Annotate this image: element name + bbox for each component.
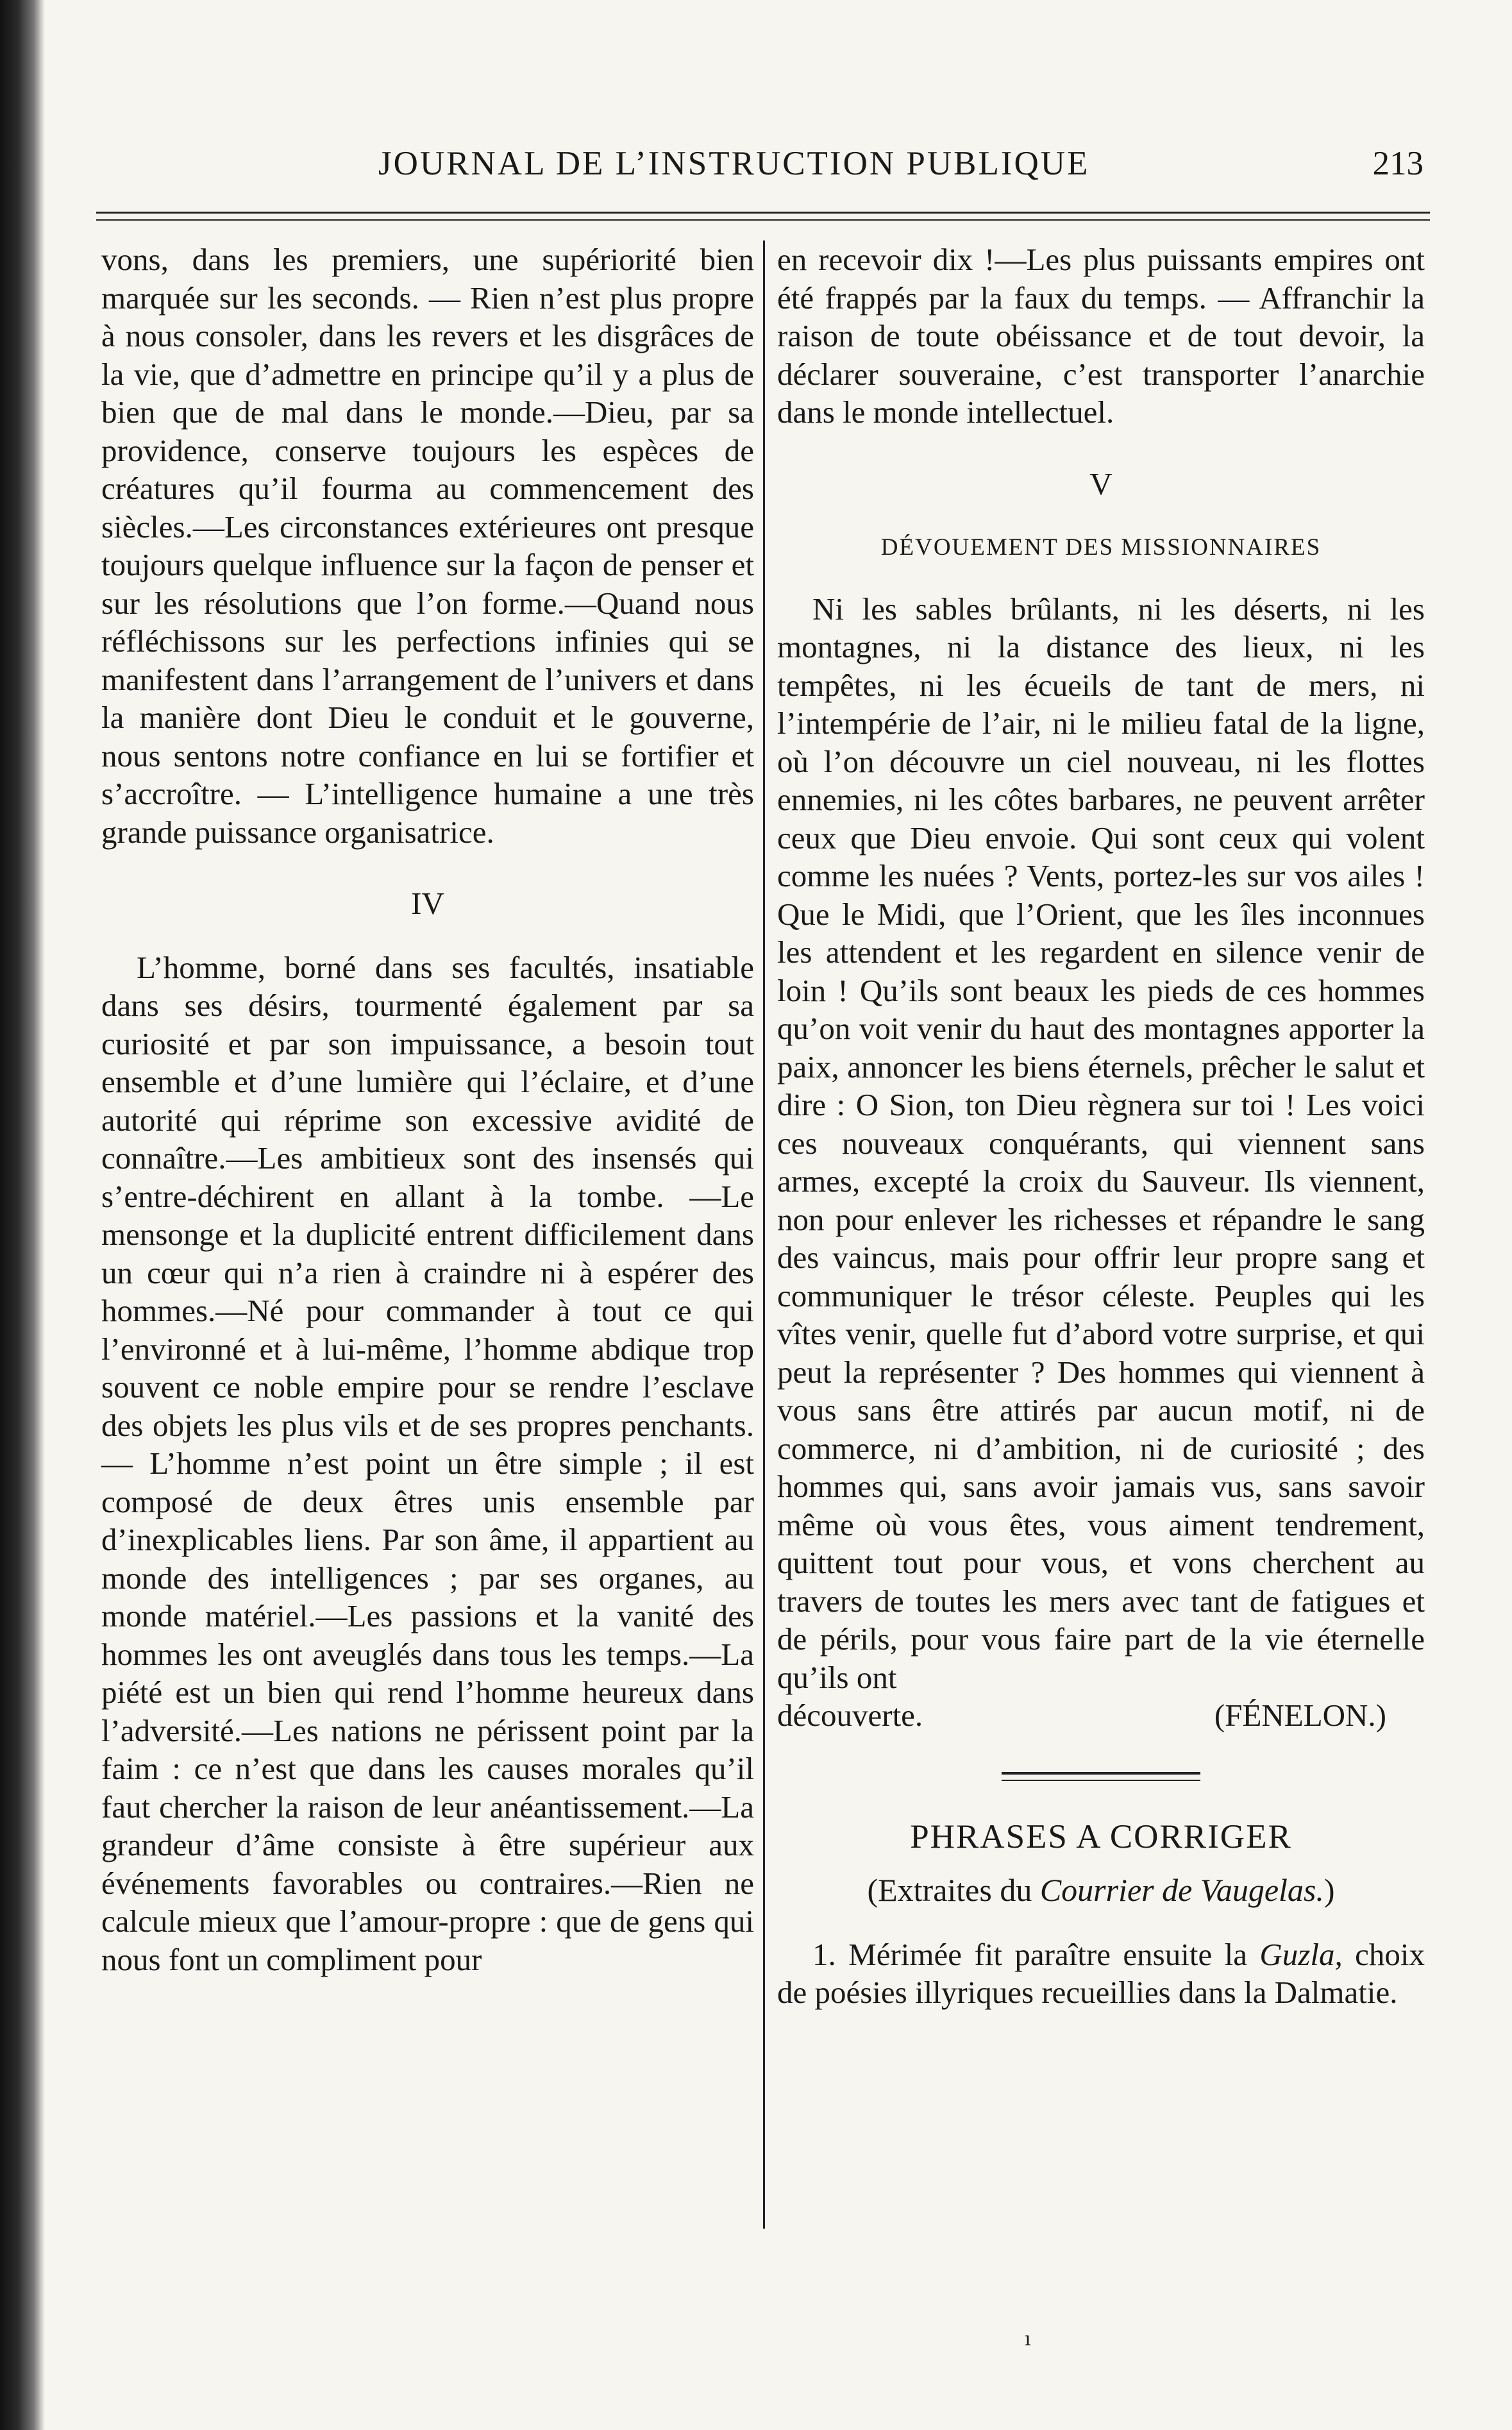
item-1-number: 1. xyxy=(812,1936,836,1972)
item-1 xyxy=(777,1936,1425,2012)
book-binding-edge xyxy=(0,0,45,2430)
header-rule-thin xyxy=(96,219,1430,221)
subtitle-italic: Courrier de Vaugelas. xyxy=(1039,1872,1324,1908)
column-divider xyxy=(763,240,765,2229)
item-1-text-a: Mérimée fit paraître ensuite la xyxy=(848,1936,1260,1972)
page-speck: ı xyxy=(1025,2328,1031,2350)
section-title: PHRASES A CORRIGER xyxy=(910,1818,1292,1855)
item-1-italic: Guzla, xyxy=(1259,1936,1343,1972)
right-paragraph-1: en recevoir dix !—Les plus puissants empires ont été frappés par la faux du temps. — Affranchir la raison de toute obéissance et de tout devoir, la déclarer souveraine, c’est transporter l’anarchie dans le monde intellectuel. xyxy=(777,242,1425,430)
section-subtitle xyxy=(777,1871,1425,1910)
section-separator xyxy=(1002,1772,1200,1781)
section-heading: DÉVOUEMENT DES MISSIONNAIRES xyxy=(880,534,1322,561)
page-number: 213 xyxy=(1372,145,1424,182)
attribution: (FÉNELON.) xyxy=(1214,1698,1386,1733)
last-line-text: découverte. xyxy=(777,1698,923,1733)
page-header xyxy=(109,144,1430,202)
left-column xyxy=(101,240,754,1979)
subtitle-suffix: ) xyxy=(1323,1872,1335,1908)
running-title: JOURNAL DE L’INSTRUCTION PUBLIQUE xyxy=(378,145,1090,182)
left-paragraph-2: L’homme, borné dans ses facultés, insatiable dans ses désirs, tourmenté également par sa curiosité et par son impuissance, a besoin tout ensemble et d’une lumière qui l’éclaire, et d’une autorité qui réprime son excessive avidité de connaître.—Les ambitieux sont des insensés qui s’entre-déchirent en allant à la tombe. —Le mensonge et la duplicité entrent difficilement dans un cœur qui n’a rien à craindre ni à espérer des hommes.—Né pour commander à tout ce qui l’environné et à lui-même, l’homme abdique trop souvent ce noble empire pour se rendre l’esclave des objets les plus vils et de ses propres penchants. — L’homme n’est point un être simple ; il est composé de deux êtres unis ensemble par d’inexplicables liens. Par son âme, il appartient au monde des intelligences ; par ses organes, au monde matériel.—Les passions et la vanité des hommes les ont aveuglés dans tous les temps.—La piété est un bien qui rend l’homme heureux dans l’adversité.—Les nations ne périssent point par la faim : ce n’est que dans les causes morales qu’il faut chercher la raison de leur anéantissement.—La grandeur d’âme consiste à être supérieur aux événements favorables ou contraires.—Rien ne calcule mieux que l’amour-propre : que de gens qui nous font un compliment pour xyxy=(101,949,754,1977)
left-paragraph-1: vons, dans les premiers, une supériorité bien marquée sur les seconds. — Rien n’est plus propre à nous consoler, dans les revers et les disgrâces de la vie, que d’admettre en principe qu’il y a plus de bien que de mal dans le monde.—Dieu, par sa providence, conserve toujours les espèces de créatures qu’il fourma au commencement des siècles.—Les circonstances extérieures ont presque toujours quelque influence sur la façon de penser et sur les résolutions que l’on forme.—Quand nous réfléchissons sur les perfections infinies qui se manifestent dans l’arrangement de l’univers et dans la manière dont Dieu le conduit et le gouverne, nous sentons notre confiance en lui se fortifier et s’accroître. — L’intelligence humaine a une très grande puissance organisatrice. xyxy=(101,242,754,850)
signoff-line xyxy=(777,1696,1425,1735)
section-numeral-iv: IV xyxy=(411,886,444,921)
section-numeral-v: V xyxy=(1089,466,1113,502)
right-paragraph-2: Ni les sables brûlants, ni les déserts, ni les montagnes, ni la distance des lieux, ni les tempêtes, ni les écueils de tant de mers, ni l’intempérie de l’air, ni le milieu fatal de la ligne, où l’on découvre un ciel nouveau, ni les flottes ennemies, ni les côtes barbares, ne peuvent arrêter ceux que Dieu envoie. Qui sont ceux qui volent comme les nuées ? Vents, portez-les sur vos ailes ! Que le Midi, que l’Orient, que les îles inconnues les attendent et les regardent en silence venir de loin ! Qu’ils sont beaux les pieds de ces hommes qu’on voit venir du haut des montagnes apporter la paix, annoncer les biens éternels, prêcher le salut et dire : O Sion, ton Dieu règnera sur toi ! Les voici ces nouveaux conquérants, qui viennent sans armes, excepté la croix du Sauveur. Ils viennent, non pour enlever les richesses et répandre le sang des vaincus, mais pour offrir leur propre sang et communiquer le trésor céleste. Peuples qui les vîtes venir, quelle fut d’abord votre surprise, et qui peut la représenter ? Des hommes qui viennent à vous sans être attirés par aucun motif, ni de commerce, ni d’ambition, ni de curiosité ; des hommes qui, sans avoir jamais vus, sans savoir même où vous êtes, vous aiment tendrement, quittent tout pour vous, et vons cherchent au travers de toutes les mers avec tant de fatigues et de périls, pour vous faire part de la vie éternelle qu’ils ont xyxy=(777,591,1425,1695)
subtitle-prefix: (Extraites du xyxy=(867,1872,1040,1908)
item-1-text-b: choix de poésies illyriques recueillies dans la Dalmatie. xyxy=(777,1936,1425,2010)
right-column xyxy=(777,240,1425,2012)
header-rule xyxy=(96,212,1430,214)
